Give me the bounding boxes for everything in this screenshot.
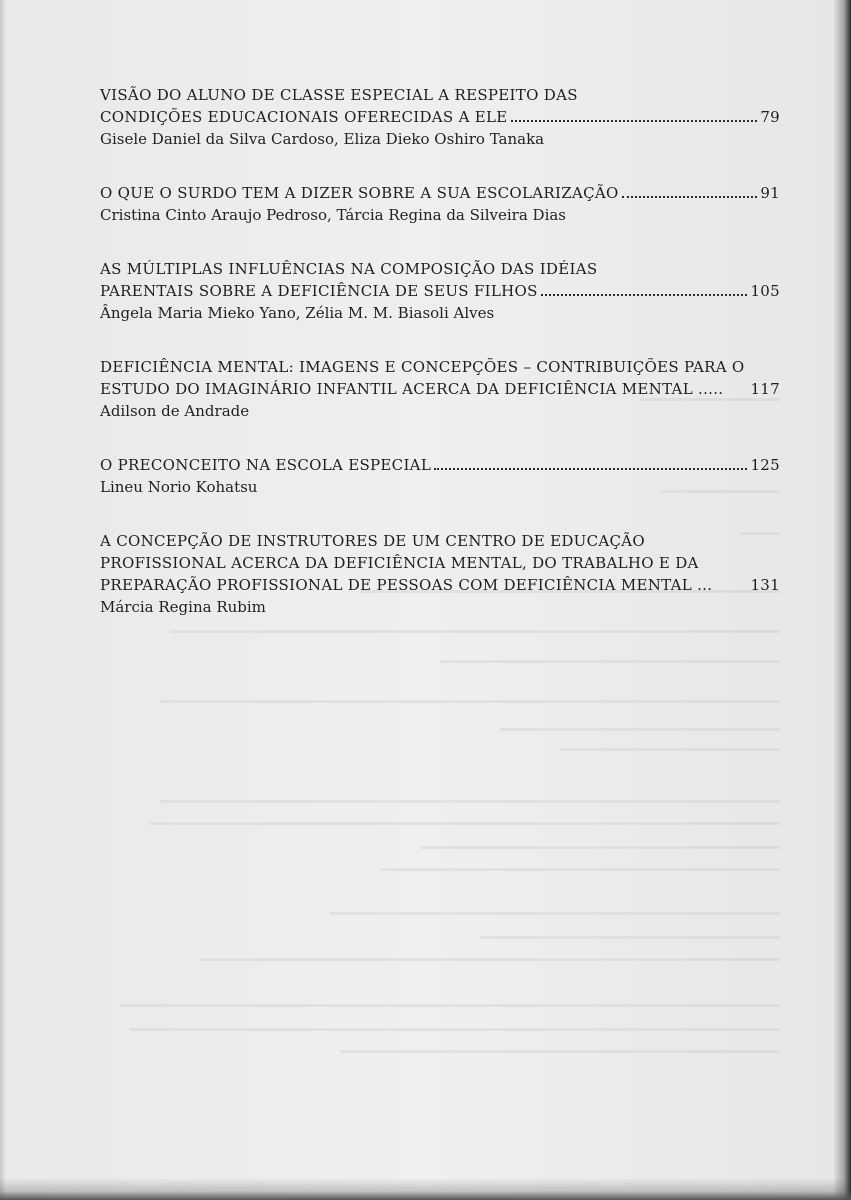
toc-entry[interactable] <box>100 258 780 324</box>
toc-title-line <box>100 106 780 128</box>
toc-authors: Gisele Daniel da Silva Cardoso, Eliza Dieko Oshiro Tanaka <box>100 130 545 148</box>
toc-page-number: 91 <box>760 184 780 202</box>
toc-page-number: 79 <box>760 108 780 126</box>
toc-title-text: O QUE O SURDO TEM A DIZER SOBRE A SUA ESCOLARIZAÇÃO <box>100 184 619 202</box>
page-shadow-right <box>833 0 851 1200</box>
dot-leader <box>434 467 747 470</box>
toc-entry[interactable] <box>100 182 780 226</box>
toc-title-line <box>100 280 780 302</box>
toc-authors: Márcia Regina Rubim <box>100 598 266 616</box>
toc-authors: Lineu Norio Kohatsu <box>100 478 258 496</box>
toc-title-line <box>100 552 780 574</box>
toc-title-text: DEFICIÊNCIA MENTAL: IMAGENS E CONCEPÇÕES – CONTRIBUIÇÕES PARA O <box>100 358 745 376</box>
page-shadow-bottom <box>0 1178 851 1200</box>
dot-leader <box>541 293 748 296</box>
toc-page-number: 105 <box>750 282 780 300</box>
toc-authors: Adilson de Andrade <box>100 402 250 420</box>
toc-entry[interactable] <box>100 530 780 618</box>
toc-title-text: PREPARAÇÃO PROFISSIONAL DE PESSOAS COM DEFICIÊNCIA MENTAL ... <box>100 576 713 594</box>
toc-entry[interactable] <box>100 84 780 150</box>
toc-title-line <box>100 530 780 552</box>
toc-title-text: VISÃO DO ALUNO DE CLASSE ESPECIAL A RESPEITO DAS <box>100 86 578 104</box>
toc-title-text: CONDIÇÕES EDUCACIONAIS OFERECIDAS A ELE <box>100 108 508 126</box>
toc-title-line <box>100 258 780 280</box>
toc-page-number: 117 <box>750 380 780 398</box>
toc-title-text: O PRECONCEITO NA ESCOLA ESPECIAL <box>100 456 432 474</box>
page-shadow-left <box>0 0 6 1200</box>
dot-leader <box>622 195 758 198</box>
toc-title-text: PROFISSIONAL ACERCA DA DEFICIÊNCIA MENTAL, DO TRABALHO E DA <box>100 554 699 572</box>
dot-leader <box>511 119 758 122</box>
toc-title-line <box>100 378 780 400</box>
toc-title-line <box>100 454 780 476</box>
toc-title-text: A CONCEPÇÃO DE INSTRUTORES DE UM CENTRO DE EDUCAÇÃO <box>100 532 646 550</box>
toc-page-number: 131 <box>750 576 780 594</box>
toc-title-line <box>100 356 780 378</box>
toc-title-line <box>100 574 780 596</box>
toc-entry[interactable] <box>100 454 780 498</box>
table-of-contents <box>100 84 780 650</box>
toc-title-line <box>100 182 780 204</box>
toc-authors: Cristina Cinto Araujo Pedroso, Tárcia Regina da Silveira Dias <box>100 206 567 224</box>
toc-page-number: 125 <box>750 456 780 474</box>
toc-title-text: PARENTAIS SOBRE A DEFICIÊNCIA DE SEUS FILHOS <box>100 282 538 300</box>
toc-authors: Ângela Maria Mieko Yano, Zélia M. M. Biasoli Alves <box>100 304 495 322</box>
toc-entry[interactable] <box>100 356 780 422</box>
toc-title-line <box>100 84 780 106</box>
toc-title-text: AS MÚLTIPLAS INFLUÊNCIAS NA COMPOSIÇÃO DAS IDÉIAS <box>100 260 598 278</box>
toc-title-text: ESTUDO DO IMAGINÁRIO INFANTIL ACERCA DA DEFICIÊNCIA MENTAL ..... <box>100 380 724 398</box>
